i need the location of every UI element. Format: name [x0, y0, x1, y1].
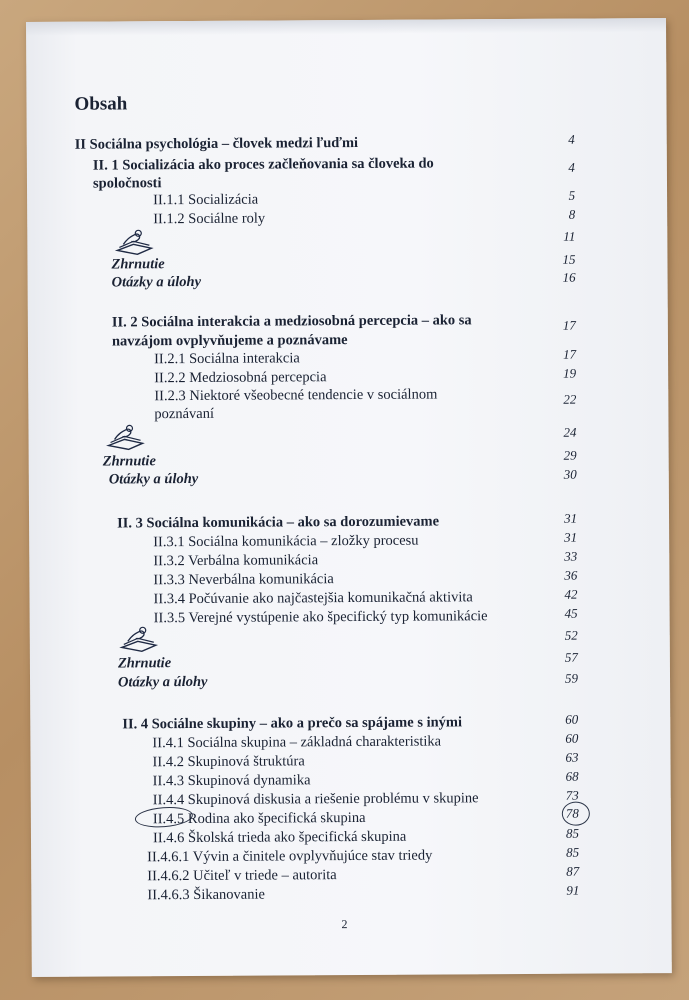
- page-number: 91: [566, 882, 580, 898]
- book-reading-icon: [118, 625, 162, 653]
- toc-entry-section: II.3.2 Verbálna komunikácia: [153, 552, 319, 570]
- page-number: 85: [565, 825, 580, 841]
- page-number: 60: [565, 711, 579, 727]
- toc-entry-section: II.4.4 Skupinová diskusia a riešenie problému v skupine: [152, 790, 479, 809]
- toc-entry-part: II Sociálna psychológia – človek medzi ľuďmi: [74, 134, 359, 153]
- toc-entry-chapter-cont: spoločnosti: [92, 175, 162, 192]
- toc-entry-section: II.3.5 Verejné vystúpenie ako špecifický typ komunikácie: [153, 608, 488, 627]
- page-number: 57: [564, 649, 578, 665]
- toc-entry-subsection: II.4.6.1 Vývin a činitele ovplyvňujúce stav triedy: [147, 847, 433, 866]
- toc-entry-chapter: II. 3 Sociálna komunikácia – ako sa dorozumievame: [117, 513, 440, 532]
- toc-entry-summary: Zhrnutie: [102, 453, 156, 470]
- page-number: 63: [565, 749, 579, 765]
- page-number: 15: [562, 251, 576, 267]
- toc-entry-section: II.4.2 Skupinová štruktúra: [152, 753, 305, 771]
- page-number: 17: [562, 346, 577, 362]
- page-number: 29: [563, 447, 577, 463]
- page-number: 45: [564, 605, 578, 621]
- toc-entry-section: II.4.5 Rodina ako špecifická skupina: [152, 809, 366, 828]
- page-number: 31: [563, 510, 578, 526]
- toc-entry-summary: Zhrnutie: [111, 256, 165, 273]
- page-number: 73: [565, 787, 579, 803]
- page-number: 33: [564, 548, 578, 564]
- toc-entry-chapter: II. 2 Sociálna interakcia a medziosobná percepcia – ako sa: [111, 312, 472, 331]
- book-reading-icon: [113, 228, 157, 256]
- toc-entry-section: II.2.1 Sociálna interakcia: [154, 350, 300, 368]
- toc-entry-section-cont: poznávaní: [154, 405, 215, 423]
- toc-entry-questions: Otázky a úlohy: [117, 673, 208, 691]
- page-number: 31: [564, 529, 578, 545]
- page-number: 30: [563, 466, 577, 482]
- page-number: 4: [568, 159, 575, 175]
- toc-heading: Obsah: [74, 93, 128, 115]
- page-number: 22: [563, 391, 577, 407]
- toc-entry-chapter: II. 1 Socializácia ako proces začleňovania sa človeka do: [92, 155, 434, 174]
- page-number: 19: [563, 365, 577, 381]
- page-number: 52: [564, 627, 578, 643]
- page-number: 4: [568, 131, 575, 147]
- toc-entry-section: II.4.3 Skupinová dynamika: [152, 772, 311, 790]
- toc-entry-chapter: II. 4 Sociálne skupiny – ako a prečo sa spájame s inými: [122, 714, 463, 733]
- toc-entry-section: II.3.1 Sociálna komunikácia – zložky procesu: [153, 532, 419, 551]
- footer-page-number: 2: [341, 917, 348, 932]
- toc-entry-chapter-cont: navzájom ovplyvňujeme a poznávame: [111, 332, 348, 350]
- toc-entry-section: II.2.3 Niektoré všeobecné tendencie v sociálnom: [154, 386, 438, 405]
- page-number: 59: [564, 670, 579, 686]
- page-number: 85: [566, 844, 580, 860]
- toc-entry-questions: Otázky a úlohy: [108, 470, 199, 488]
- toc-entry-section: II.3.3 Neverbálna komunikácia: [153, 571, 334, 589]
- toc-entry-section: II.1.2 Sociálne roly: [153, 210, 266, 228]
- toc-entry-section: II.4.6 Školská trieda ako špecifická skupina: [152, 828, 407, 847]
- page-number: 8: [568, 206, 576, 222]
- toc-entry-section: II.1.1 Socializácia: [153, 191, 259, 209]
- toc-entry-questions: Otázky a úlohy: [111, 273, 202, 291]
- page-number: 42: [564, 586, 578, 602]
- toc-entry-subsection: II.4.6.3 Šikanovanie: [147, 886, 265, 904]
- page-number: 68: [565, 768, 579, 784]
- book-reading-icon: [104, 423, 148, 451]
- toc-entry-section-justified: [154, 385, 512, 405]
- toc-entry-summary: Zhrnutie: [117, 655, 172, 672]
- page-number: 17: [562, 317, 576, 333]
- toc-entry-section: II.2.2 Medziosobná percepcia: [154, 369, 327, 387]
- page-number: 24: [563, 424, 577, 440]
- page-edge-shadow: [26, 18, 666, 36]
- page-number: 36: [564, 567, 578, 583]
- page-number: 60: [565, 730, 579, 746]
- page-number: 5: [568, 187, 576, 203]
- toc-entry-section: II.3.4 Počúvanie ako najčastejšia komunikačná aktivita: [153, 589, 473, 608]
- page-number: 11: [563, 228, 576, 244]
- toc-entry-section: II.4.1 Sociálna skupina – základná charakteristika: [152, 733, 442, 752]
- page-number: 78: [565, 805, 579, 821]
- toc-entry-subsection: II.4.6.2 Učiteľ v triede – autorita: [147, 867, 337, 885]
- page-number: 87: [566, 863, 580, 879]
- book-page: [26, 18, 672, 977]
- page-number: 16: [562, 269, 576, 285]
